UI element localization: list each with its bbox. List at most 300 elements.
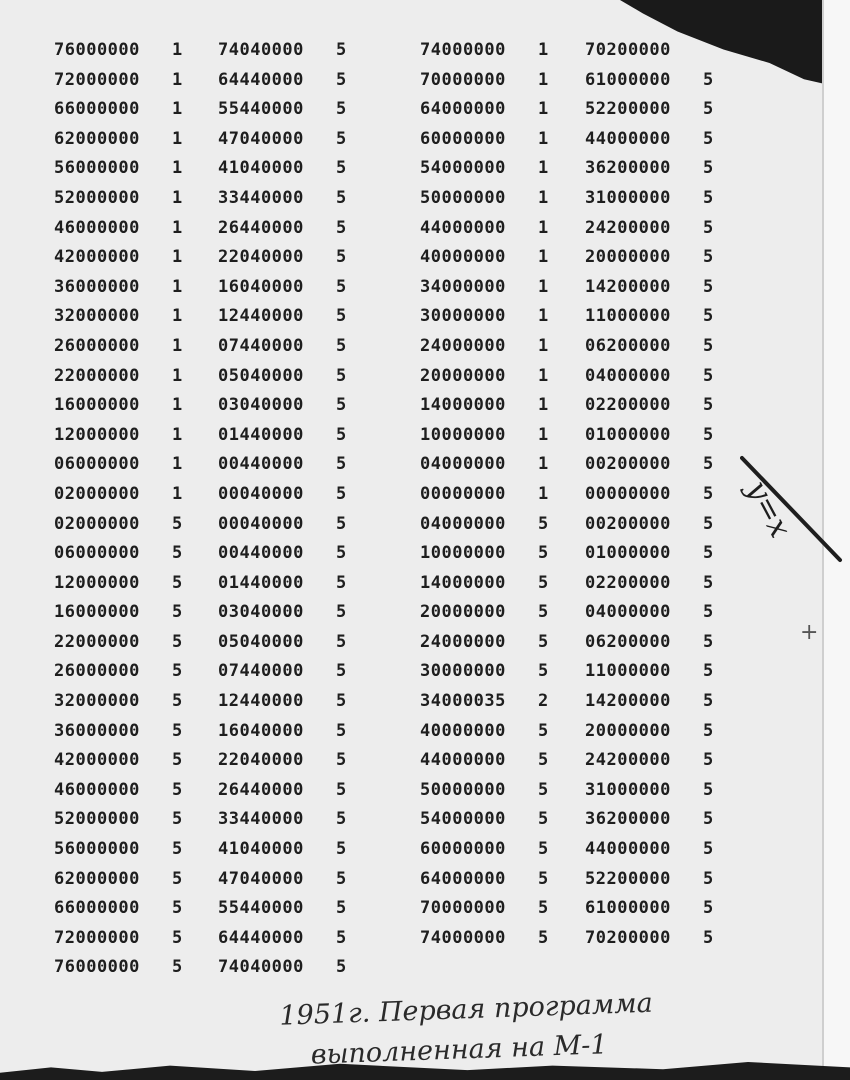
instruction-flag: 5 [336, 424, 347, 445]
instruction-flag: 5 [336, 365, 347, 386]
instruction-word: 00200000 [585, 454, 671, 475]
instruction-word: 47040000 [218, 868, 304, 889]
table-row [585, 332, 733, 362]
table-row [420, 302, 568, 332]
instruction-flag: 5 [336, 543, 347, 564]
instruction-word: 24000000 [420, 335, 506, 356]
instruction-word: 52000000 [54, 187, 140, 208]
table-row [420, 36, 568, 66]
instruction-word: 16000000 [54, 395, 140, 416]
instruction-word: 00000000 [585, 483, 671, 504]
instruction-flag: 5 [703, 927, 714, 948]
instruction-flag: 5 [538, 927, 549, 948]
instruction-word: 01440000 [218, 424, 304, 445]
instruction-flag: 1 [172, 99, 183, 120]
instruction-flag: 5 [538, 898, 549, 919]
table-row [218, 362, 366, 392]
instruction-flag: 5 [336, 335, 347, 356]
instruction-word: 22000000 [54, 631, 140, 652]
instruction-flag: 2 [538, 691, 549, 712]
instruction-word: 26440000 [218, 217, 304, 238]
instruction-word: 26440000 [218, 779, 304, 800]
instruction-flag: 5 [336, 839, 347, 860]
table-row [585, 569, 733, 599]
instruction-word: 33440000 [218, 187, 304, 208]
instruction-word: 64000000 [420, 99, 506, 120]
instruction-flag: 5 [336, 158, 347, 179]
table-row [420, 717, 568, 747]
table-row [218, 125, 366, 155]
instruction-word: 40000000 [420, 720, 506, 741]
table-row [585, 362, 733, 392]
instruction-flag: 5 [703, 424, 714, 445]
instruction-flag: 1 [172, 187, 183, 208]
number-column-3 [420, 36, 568, 953]
instruction-flag: 5 [172, 927, 183, 948]
instruction-flag: 5 [703, 69, 714, 90]
instruction-flag: 5 [703, 217, 714, 238]
instruction-word: 32000000 [54, 306, 140, 327]
table-row [54, 835, 202, 865]
table-row [420, 539, 568, 569]
instruction-flag: 1 [172, 276, 183, 297]
instruction-word: 70200000 [585, 927, 671, 948]
instruction-flag: 1 [172, 128, 183, 149]
instruction-word: 34000035 [420, 691, 506, 712]
instruction-flag: 1 [172, 483, 183, 504]
table-row [218, 273, 366, 303]
instruction-flag: 5 [172, 602, 183, 623]
number-column-2 [218, 36, 366, 983]
table-row [420, 510, 568, 540]
instruction-flag: 5 [336, 720, 347, 741]
instruction-word: 44000000 [585, 128, 671, 149]
instruction-word: 44000000 [420, 750, 506, 771]
instruction-flag: 5 [172, 720, 183, 741]
instruction-word: 05040000 [218, 631, 304, 652]
table-row [420, 628, 568, 658]
instruction-flag: 1 [538, 424, 549, 445]
instruction-word: 56000000 [54, 839, 140, 860]
instruction-flag: 5 [703, 513, 714, 534]
table-row [585, 539, 733, 569]
instruction-flag: 5 [538, 631, 549, 652]
table-row [420, 214, 568, 244]
instruction-word: 12000000 [54, 424, 140, 445]
instruction-word: 66000000 [54, 898, 140, 919]
instruction-flag: 5 [172, 809, 183, 830]
instruction-flag: 5 [538, 602, 549, 623]
instruction-flag: 1 [172, 335, 183, 356]
instruction-word: 04000000 [420, 513, 506, 534]
instruction-word: 55440000 [218, 898, 304, 919]
table-row [585, 302, 733, 332]
instruction-flag: 5 [172, 750, 183, 771]
instruction-word: 64440000 [218, 927, 304, 948]
instruction-word: 47040000 [218, 128, 304, 149]
table-row [420, 332, 568, 362]
instruction-word: 44000000 [585, 839, 671, 860]
instruction-flag: 5 [703, 898, 714, 919]
instruction-flag: 5 [336, 572, 347, 593]
instruction-flag: 5 [336, 306, 347, 327]
instruction-flag: 5 [538, 750, 549, 771]
table-row [54, 510, 202, 540]
table-row [54, 746, 202, 776]
table-row [218, 894, 366, 924]
table-row [585, 835, 733, 865]
instruction-word: 03040000 [218, 395, 304, 416]
instruction-flag: 5 [703, 691, 714, 712]
instruction-flag: 5 [172, 631, 183, 652]
table-row [218, 391, 366, 421]
instruction-word: 02200000 [585, 395, 671, 416]
table-row [54, 657, 202, 687]
table-row [218, 746, 366, 776]
instruction-word: 32000000 [54, 691, 140, 712]
instruction-word: 50000000 [420, 187, 506, 208]
instruction-word: 34000000 [420, 276, 506, 297]
table-row [54, 805, 202, 835]
instruction-word: 36000000 [54, 720, 140, 741]
instruction-flag: 5 [538, 839, 549, 860]
table-row [420, 362, 568, 392]
instruction-flag: 5 [336, 927, 347, 948]
instruction-flag: 5 [703, 839, 714, 860]
instruction-word: 07440000 [218, 335, 304, 356]
table-row [218, 66, 366, 96]
table-row [420, 480, 568, 510]
table-row [420, 450, 568, 480]
instruction-flag: 5 [336, 691, 347, 712]
instruction-word: 02000000 [54, 483, 140, 504]
instruction-flag: 1 [172, 69, 183, 90]
table-row [420, 865, 568, 895]
instruction-word: 12440000 [218, 691, 304, 712]
instruction-flag: 1 [538, 99, 549, 120]
instruction-flag: 1 [538, 128, 549, 149]
table-row [218, 805, 366, 835]
instruction-word: 64000000 [420, 868, 506, 889]
table-row [420, 154, 568, 184]
instruction-flag: 1 [172, 217, 183, 238]
instruction-flag: 5 [538, 868, 549, 889]
table-row [420, 125, 568, 155]
instruction-word: 74040000 [218, 957, 304, 978]
instruction-flag: 5 [336, 99, 347, 120]
instruction-flag: 5 [336, 750, 347, 771]
table-row [218, 243, 366, 273]
instruction-word: 54000000 [420, 809, 506, 830]
table-row [585, 746, 733, 776]
table-row [54, 894, 202, 924]
table-row [54, 95, 202, 125]
instruction-word: 07440000 [218, 661, 304, 682]
instruction-word: 01440000 [218, 572, 304, 593]
instruction-flag: 5 [172, 572, 183, 593]
instruction-flag: 5 [172, 957, 183, 978]
table-row [420, 924, 568, 954]
table-row [218, 184, 366, 214]
table-row [218, 421, 366, 451]
table-row [54, 687, 202, 717]
table-row [54, 717, 202, 747]
table-row [420, 776, 568, 806]
table-row [585, 66, 733, 96]
table-row [218, 332, 366, 362]
table-row [585, 95, 733, 125]
instruction-word: 76000000 [54, 40, 140, 60]
handwritten-caption [269, 979, 791, 1077]
instruction-word: 44000000 [420, 217, 506, 238]
table-row [54, 776, 202, 806]
table-row [218, 717, 366, 747]
instruction-flag: 5 [336, 513, 347, 534]
table-row [585, 598, 733, 628]
instruction-word: 46000000 [54, 217, 140, 238]
number-column-4 [585, 36, 733, 953]
table-row [218, 154, 366, 184]
instruction-word: 20000000 [585, 247, 671, 268]
instruction-word: 05040000 [218, 365, 304, 386]
table-row [585, 776, 733, 806]
table-row [420, 598, 568, 628]
instruction-word: 52200000 [585, 868, 671, 889]
instruction-word: 74040000 [218, 40, 304, 60]
instruction-flag: 5 [703, 720, 714, 741]
table-row [585, 125, 733, 155]
table-row [54, 598, 202, 628]
instruction-word: 64440000 [218, 69, 304, 90]
table-row [585, 687, 733, 717]
table-row [218, 776, 366, 806]
instruction-flag: 5 [703, 750, 714, 771]
instruction-flag: 5 [336, 128, 347, 149]
instruction-word: 00040000 [218, 483, 304, 504]
instruction-flag: 5 [336, 187, 347, 208]
instruction-word: 00440000 [218, 543, 304, 564]
instruction-flag: 5 [538, 572, 549, 593]
table-row [54, 924, 202, 954]
instruction-word: 14000000 [420, 572, 506, 593]
instruction-word: 30000000 [420, 306, 506, 327]
instruction-flag: 5 [703, 809, 714, 830]
instruction-word: 12000000 [54, 572, 140, 593]
table-row [218, 539, 366, 569]
table-row [420, 569, 568, 599]
instruction-word: 02200000 [585, 572, 671, 593]
instruction-flag: 1 [538, 217, 549, 238]
instruction-word: 42000000 [54, 247, 140, 268]
instruction-flag: 5 [703, 99, 714, 120]
table-row [218, 510, 366, 540]
table-row [54, 125, 202, 155]
table-row [585, 273, 733, 303]
table-row [420, 746, 568, 776]
instruction-word: 72000000 [54, 69, 140, 90]
instruction-word: 20000000 [420, 602, 506, 623]
instruction-word: 76000000 [54, 957, 140, 978]
instruction-flag: 5 [336, 868, 347, 889]
table-row [54, 953, 202, 983]
instruction-flag: 5 [336, 247, 347, 268]
instruction-flag: 5 [336, 602, 347, 623]
instruction-word: 66000000 [54, 99, 140, 120]
instruction-flag: 5 [172, 868, 183, 889]
instruction-flag: 5 [538, 513, 549, 534]
table-row [420, 421, 568, 451]
instruction-flag: 1 [172, 158, 183, 179]
table-row [218, 569, 366, 599]
table-row [218, 865, 366, 895]
instruction-flag: 1 [172, 40, 183, 60]
instruction-flag: 5 [538, 809, 549, 830]
instruction-word: 11000000 [585, 306, 671, 327]
instruction-word: 46000000 [54, 779, 140, 800]
instruction-word: 20000000 [585, 720, 671, 741]
instruction-flag: 5 [703, 483, 714, 504]
table-row [585, 480, 733, 510]
instruction-flag: 5 [703, 158, 714, 179]
table-row [585, 391, 733, 421]
table-row [420, 95, 568, 125]
table-row [218, 450, 366, 480]
instruction-flag: 5 [336, 454, 347, 475]
table-row [54, 273, 202, 303]
instruction-flag: 1 [538, 306, 549, 327]
table-row [54, 421, 202, 451]
instruction-word: 62000000 [54, 868, 140, 889]
instruction-flag: 5 [172, 779, 183, 800]
instruction-flag: 5 [703, 631, 714, 652]
instruction-flag: 5 [172, 898, 183, 919]
table-row [54, 302, 202, 332]
instruction-word: 06000000 [54, 454, 140, 475]
instruction-flag: 5 [703, 572, 714, 593]
instruction-word: 16040000 [218, 276, 304, 297]
table-row [585, 894, 733, 924]
table-row [585, 805, 733, 835]
table-row [54, 865, 202, 895]
instruction-word: 06200000 [585, 631, 671, 652]
table-row [420, 687, 568, 717]
instruction-flag: 5 [703, 602, 714, 623]
instruction-flag: 5 [538, 543, 549, 564]
table-row [54, 569, 202, 599]
caption-line-2: выполненная на М-1 [310, 1029, 609, 1071]
table-row [585, 214, 733, 244]
table-row [218, 302, 366, 332]
table-row [54, 450, 202, 480]
instruction-flag: 1 [538, 158, 549, 179]
instruction-flag: 5 [703, 868, 714, 889]
instruction-flag: 5 [703, 187, 714, 208]
instruction-word: 31000000 [585, 187, 671, 208]
table-row [218, 598, 366, 628]
instruction-word: 00000000 [420, 483, 506, 504]
instruction-flag: 1 [172, 395, 183, 416]
table-row [218, 36, 366, 66]
instruction-flag: 5 [336, 631, 347, 652]
instruction-flag: 1 [538, 40, 549, 60]
instruction-flag: 5 [172, 691, 183, 712]
instruction-word: 22040000 [218, 247, 304, 268]
instruction-word: 10000000 [420, 543, 506, 564]
instruction-word: 41040000 [218, 839, 304, 860]
table-row [218, 657, 366, 687]
table-row [218, 953, 366, 983]
instruction-flag: 5 [172, 839, 183, 860]
table-row [54, 628, 202, 658]
instruction-flag: 5 [703, 306, 714, 327]
instruction-word: 06000000 [54, 543, 140, 564]
instruction-word: 36000000 [54, 276, 140, 297]
instruction-word: 01000000 [585, 424, 671, 445]
table-row [585, 184, 733, 214]
instruction-flag: 5 [336, 661, 347, 682]
table-row [54, 184, 202, 214]
instruction-flag: 1 [538, 365, 549, 386]
instruction-word: 30000000 [420, 661, 506, 682]
instruction-flag: 5 [336, 40, 347, 60]
instruction-flag: 5 [172, 543, 183, 564]
table-row [218, 924, 366, 954]
instruction-flag: 5 [538, 779, 549, 800]
instruction-word: 14200000 [585, 276, 671, 297]
table-row [420, 184, 568, 214]
instruction-word: 24200000 [585, 750, 671, 771]
instruction-word: 52000000 [54, 809, 140, 830]
table-row [218, 95, 366, 125]
instruction-flag: 1 [538, 187, 549, 208]
table-row [585, 924, 733, 954]
instruction-flag: 5 [336, 395, 347, 416]
instruction-word: 70200000 [585, 40, 671, 60]
instruction-word: 33440000 [218, 809, 304, 830]
instruction-flag: 1 [538, 69, 549, 90]
instruction-flag: 5 [538, 661, 549, 682]
instruction-word: 74000000 [420, 40, 506, 60]
number-column-1 [54, 36, 202, 983]
instruction-word: 72000000 [54, 927, 140, 948]
instruction-flag: 5 [703, 365, 714, 386]
instruction-flag: 5 [336, 69, 347, 90]
instruction-flag: 5 [703, 543, 714, 564]
instruction-flag: 5 [336, 217, 347, 238]
table-row [585, 450, 733, 480]
instruction-word: 60000000 [420, 128, 506, 149]
instruction-flag: 5 [336, 483, 347, 504]
instruction-word: 10000000 [420, 424, 506, 445]
table-row [218, 480, 366, 510]
instruction-flag: 5 [703, 661, 714, 682]
instruction-flag: 5 [703, 779, 714, 800]
instruction-flag: 5 [703, 335, 714, 356]
table-row [420, 894, 568, 924]
table-row [54, 391, 202, 421]
instruction-word: 50000000 [420, 779, 506, 800]
table-row [54, 66, 202, 96]
instruction-word: 14200000 [585, 691, 671, 712]
table-row [420, 805, 568, 835]
table-row [218, 214, 366, 244]
instruction-word: 40000000 [420, 247, 506, 268]
instruction-word: 61000000 [585, 69, 671, 90]
instruction-word: 03040000 [218, 602, 304, 623]
table-row [54, 539, 202, 569]
table-row [585, 717, 733, 747]
instruction-flag: 5 [703, 395, 714, 416]
